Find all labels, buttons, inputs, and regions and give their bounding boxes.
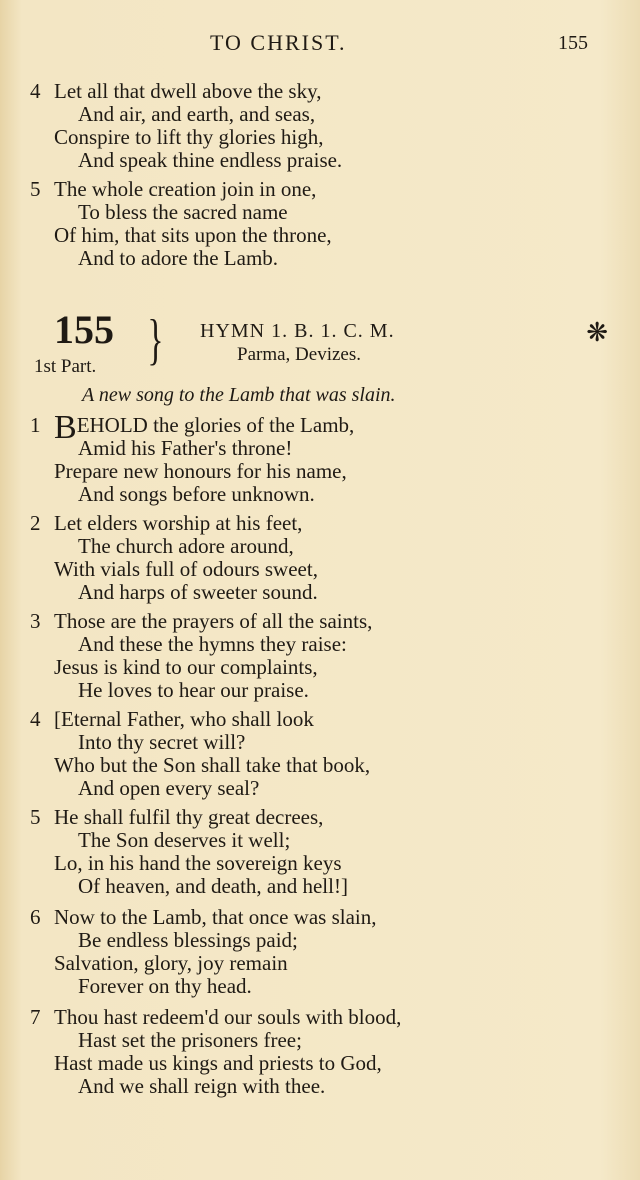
brace-icon: } [147, 309, 164, 371]
verse-line: And these the hymns they raise: [78, 632, 347, 656]
stanza-number: 6 [30, 905, 41, 929]
stanza-number: 3 [30, 609, 41, 633]
verse-line: Prepare new honours for his name, [54, 459, 347, 483]
stanza-4 [30, 708, 610, 800]
verse-line: Be endless blessings paid; [78, 928, 298, 952]
stanza-number: 1 [30, 413, 41, 437]
stanza-number: 4 [30, 707, 41, 731]
stanza-number: 5 [30, 177, 41, 201]
verse-line: Of heaven, and death, and hell!] [78, 874, 348, 898]
verse-line: Let all that dwell above the sky, [54, 79, 322, 103]
hymn-part: 1st Part. [34, 356, 97, 377]
hymn-subtitle: A new song to the Lamb that was slain. [82, 384, 396, 406]
verse-line: Into thy secret will? [78, 730, 246, 754]
verse-line: Let elders worship at his feet, [54, 511, 303, 535]
stanza-number: 4 [30, 79, 41, 103]
verse-line: And we shall reign with thee. [78, 1074, 326, 1098]
verse-line: Lo, in his hand the sovereign keys [54, 851, 342, 875]
stanza-5 [30, 806, 610, 898]
stanza-number: 7 [30, 1005, 41, 1029]
verse-line: Salvation, glory, joy remain [54, 951, 288, 975]
verse-line: The whole creation join in one, [54, 177, 317, 201]
hymn-tunes: Parma, Devizes. [237, 344, 361, 365]
verse-line: And to adore the Lamb. [78, 246, 279, 270]
verse-line: Conspire to lift thy glories high, [54, 125, 324, 149]
verse-line: The Son deserves it well; [78, 828, 291, 852]
running-head: TO CHRIST. [210, 30, 347, 55]
verse-line: And speak thine endless praise. [78, 148, 343, 172]
verse-line: Forever on thy head. [78, 974, 252, 998]
verse-line: Thou hast redeem'd our souls with blood, [54, 1005, 402, 1029]
prev-stanza-4 [30, 80, 610, 172]
page-header [0, 30, 640, 60]
verse-line: To bless the sacred name [78, 200, 288, 224]
verse-line: [Eternal Father, who shall look [54, 707, 314, 731]
verse-line: He shall fulfil thy great decrees, [54, 805, 324, 829]
verse-line: Amid his Father's throne! [78, 436, 293, 460]
verse-line: Of him, that sits upon the throne, [54, 223, 332, 247]
stanza-7 [30, 1006, 610, 1098]
drop-cap: B [54, 409, 77, 446]
verse-line: And songs before unknown. [78, 482, 315, 506]
hymn-heading [32, 308, 612, 378]
stanza-3 [30, 610, 610, 702]
verse-line: Hast made us kings and priests to God, [54, 1051, 382, 1075]
verse-line: Jesus is kind to our complaints, [54, 655, 318, 679]
verse-line: And air, and earth, and seas, [78, 102, 316, 126]
verse-line: Hast set the prisoners free; [78, 1028, 302, 1052]
verse-line: Now to the Lamb, that once was slain, [54, 905, 377, 929]
stanza-number: 2 [30, 511, 41, 535]
prev-stanza-5 [30, 178, 610, 270]
verse-line: He loves to hear our praise. [78, 678, 309, 702]
stanza-6 [30, 906, 610, 998]
verse-line: And harps of sweeter sound. [78, 580, 318, 604]
stanza-number: 5 [30, 805, 41, 829]
hymn-title: HYMN 1. B. 1. C. M. [200, 320, 395, 342]
verse-line: With vials full of odours sweet, [54, 557, 318, 581]
hymn-number: 155 [54, 307, 114, 352]
page-number: 155 [558, 32, 588, 54]
asterism-icon: ❋ [586, 318, 608, 347]
verse-line: Who but the Son shall take that book, [54, 753, 371, 777]
verse-line: And open every seal? [78, 776, 260, 800]
verse-line: EHOLD the glories of the Lamb, [76, 413, 355, 437]
verse-line: Those are the prayers of all the saints, [54, 609, 373, 633]
verse-line: The church adore around, [78, 534, 294, 558]
stanza-2 [30, 512, 610, 604]
stanza-1 [30, 409, 610, 506]
